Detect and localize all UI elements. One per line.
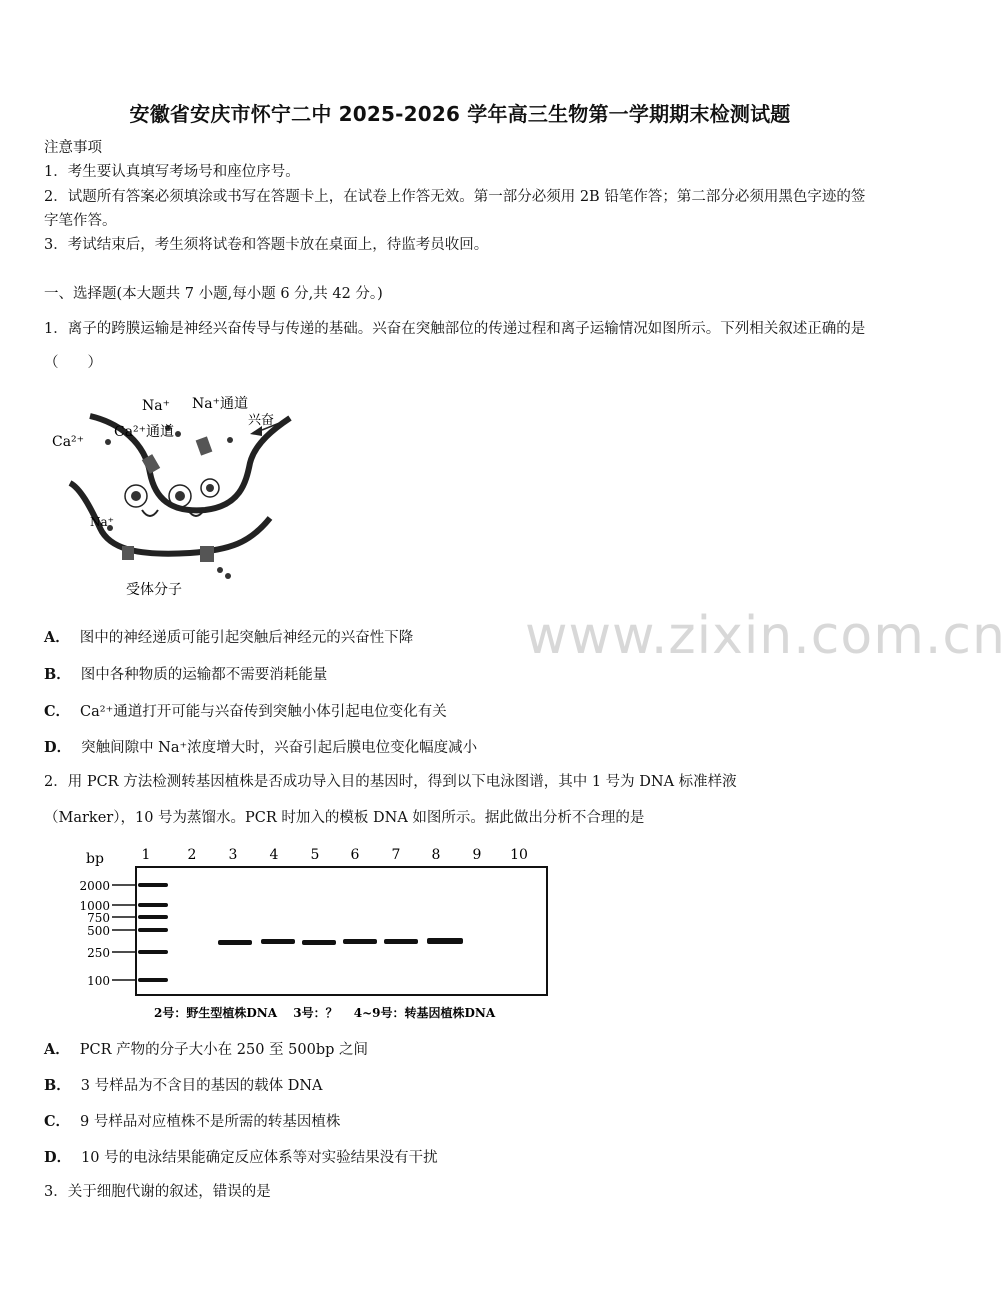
marker-band — [138, 883, 168, 887]
band-lane-6 — [343, 939, 377, 944]
marker-label: 750 — [87, 911, 110, 925]
notice-item-1: 1．考生要认真填写考场号和座位序号。 — [44, 164, 300, 180]
marker-band — [138, 978, 168, 982]
lane-label: 3 — [228, 847, 238, 863]
marker-labels — [79, 879, 110, 988]
label-ca: Ca²⁺ — [52, 434, 85, 450]
section-heading: 一、选择题(本大题共 7 小题,每小题 6 分,共 42 分。) — [44, 286, 383, 302]
synapse-figure — [50, 388, 290, 600]
marker-band — [138, 903, 168, 907]
q1-option-d[interactable]: D． 突触间隙中 Na⁺浓度增大时，兴奋引起后膜电位变化幅度减小 — [44, 739, 478, 756]
notice-heading: 注意事项 — [44, 140, 102, 156]
watermark: www.zixin.com.cn — [525, 606, 1006, 666]
marker-band — [138, 915, 168, 919]
q2-option-d[interactable]: D． 10 号的电泳结果能确定反应体系等对实验结果没有干扰 — [44, 1149, 438, 1166]
label-ca-channel: Ca²⁺通道 — [114, 424, 175, 440]
notice-item-2: 2．试题所有答案必须填涂或书写在答题卡上，在试卷上作答无效。第一部分必须用 2B 铅笔作答；第二部分必须用黑色字迹的签字笔作答。 — [44, 189, 866, 229]
lane-label: 4 — [269, 847, 279, 863]
q2-option-a[interactable]: A． PCR 产物的分子大小在 250 至 500bp 之间 — [44, 1041, 368, 1058]
marker-band — [138, 928, 168, 932]
lane-label: 10 — [510, 847, 528, 863]
q2-option-b[interactable]: B． 3 号样品为不含目的基因的载体 DNA — [44, 1077, 323, 1094]
band-lane-7 — [384, 939, 418, 944]
question-2-stem-line1: 2．用 PCR 方法检测转基因植株是否成功导入目的基因时，得到以下电泳图谱，其中 1 号为 DNA 标准样液 — [44, 774, 737, 790]
question-1-stem: 1．离子的跨膜运输是神经兴奋传导与传递的基础。兴奋在突触部位的传递过程和离子运输情况如图所示。下列相关叙述正确的是（ ） — [44, 321, 866, 371]
marker-band — [138, 950, 168, 954]
page-title: 安徽省安庆市怀宁二中 2025-2026 学年高三生物第一学期期末检测试题 — [129, 102, 791, 126]
lane-label: 6 — [350, 847, 360, 863]
na-channel — [196, 436, 213, 455]
gel-frame — [136, 867, 547, 995]
marker-label: 500 — [87, 924, 110, 938]
receptor-left — [122, 546, 134, 560]
lane-labels — [142, 847, 528, 863]
gel-figure — [76, 842, 560, 1026]
label-na-channel: Na⁺通道 — [192, 396, 248, 412]
marker-label: 1000 — [79, 899, 110, 913]
question-2-stem-line2: （Marker），10 号为蒸馏水。PCR 时加入的模板 DNA 如图所示。据此做出分析不合理的是 — [44, 810, 645, 826]
marker-label: 250 — [87, 946, 110, 960]
label-excite: 兴奋 — [248, 413, 275, 428]
label-na-top: Na⁺ — [142, 398, 170, 414]
receptor-right — [200, 546, 214, 562]
band-lane-4 — [261, 939, 295, 944]
lane-label: 1 — [141, 847, 151, 863]
q1-option-b[interactable]: B． 图中各种物质的运输都不需要消耗能量 — [44, 666, 328, 683]
lane-label: 5 — [310, 847, 320, 863]
marker-label: 2000 — [79, 879, 110, 893]
label-receptor: 受体分子 — [126, 582, 182, 598]
notice-item-3: 3．考试结束后，考生须将试卷和答题卡放在桌面上，待监考员收回。 — [44, 237, 489, 253]
lane-label: 9 — [472, 847, 482, 863]
band-lane-5 — [302, 940, 336, 945]
label-na-left: Na⁺ — [90, 515, 114, 529]
marker-label: 100 — [87, 974, 110, 988]
lane-label: 8 — [431, 847, 441, 863]
lane-label: 7 — [391, 847, 401, 863]
q1-option-c[interactable]: C． Ca²⁺通道打开可能与兴奋传到突触小体引起电位变化有关 — [44, 703, 447, 720]
q1-option-a[interactable]: A． 图中的神经递质可能引起突触后神经元的兴奋性下降 — [44, 629, 414, 646]
band-lane-8 — [427, 938, 463, 944]
band-lane-3 — [218, 940, 252, 945]
q2-option-c[interactable]: C． 9 号样品对应植株不是所需的转基因植株 — [44, 1113, 341, 1130]
question-3-stem: 3．关于细胞代谢的叙述，错误的是 — [44, 1184, 271, 1200]
gel-caption: 2号：野生型植株DNA 3号：？ 4~9号：转基因植株DNA — [154, 1006, 496, 1020]
lane-label: 2 — [187, 847, 197, 863]
gel-bp-label: bp — [86, 851, 104, 867]
